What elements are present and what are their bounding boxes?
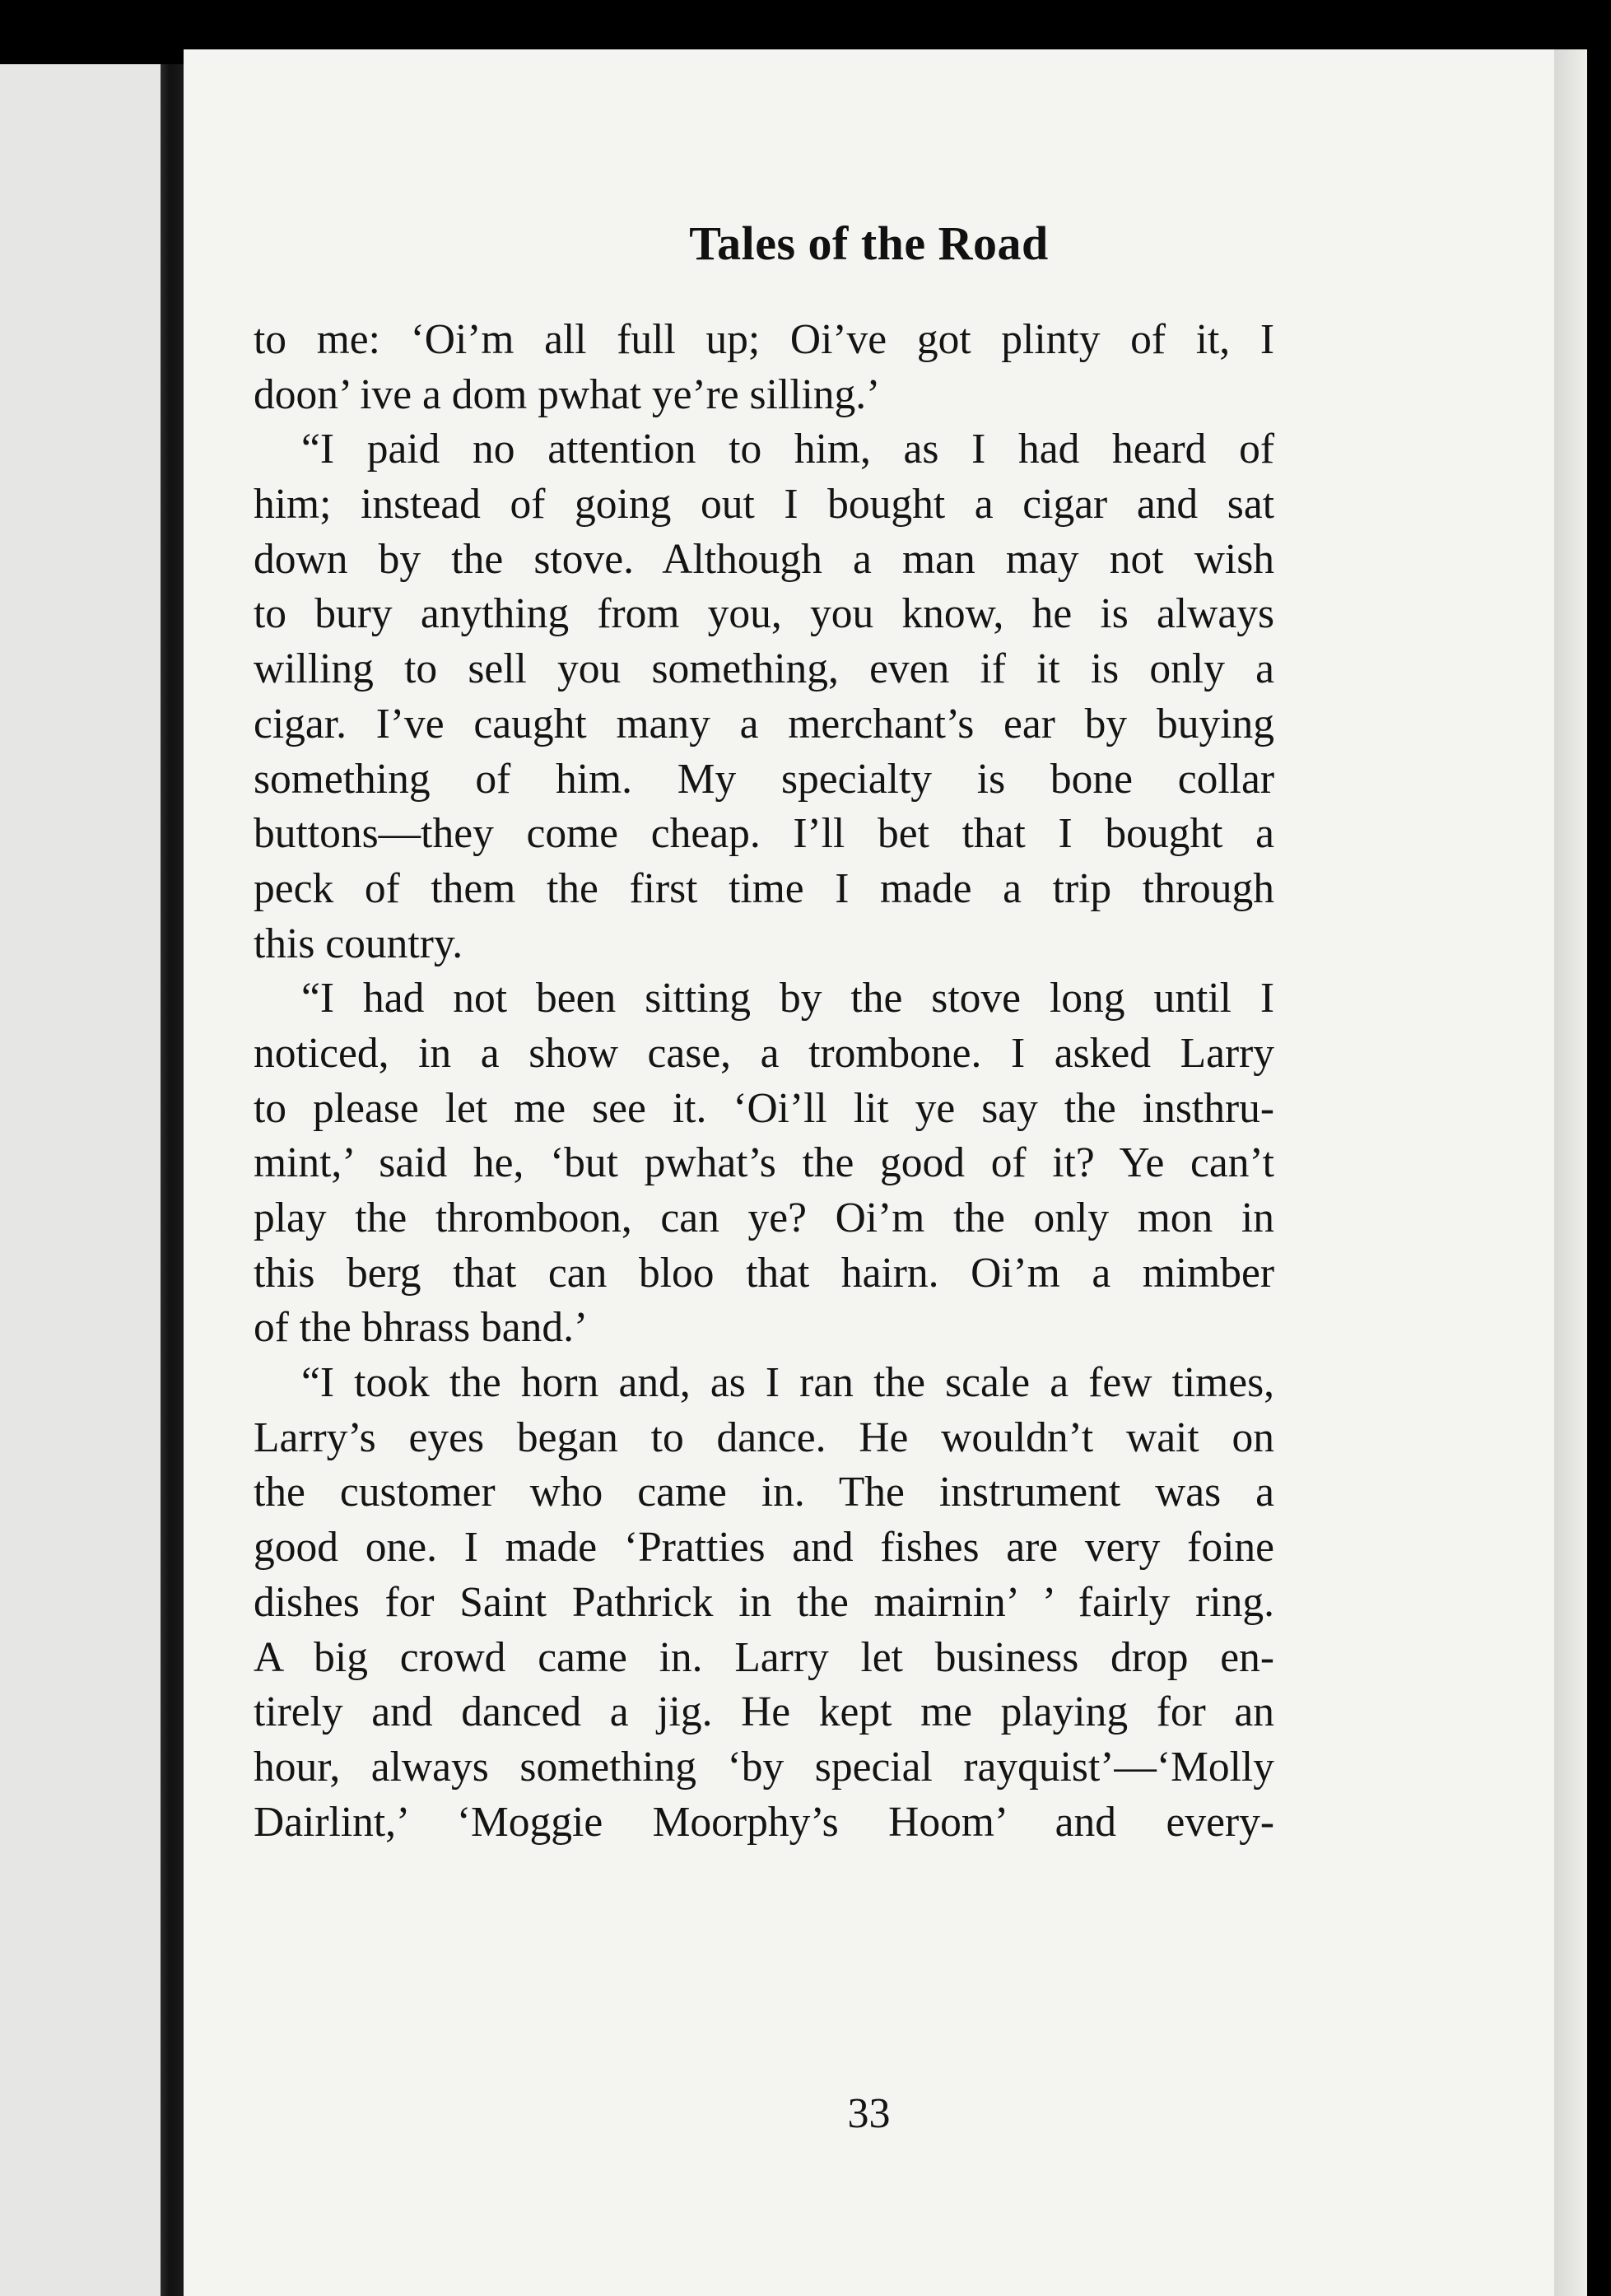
text-line: tirely and danced a jig. He kept me playing for an xyxy=(254,1688,1274,1736)
text-line: Larry’s eyes began to dance. He wouldn’t wait on xyxy=(254,1413,1274,1461)
page-number: 33 xyxy=(847,2090,891,2137)
text-line: this country. xyxy=(254,920,463,967)
text-line: dishes for Saint Pathrick in the mairnin’ ’ fairly ring. xyxy=(254,1578,1274,1626)
left-facing-page-edge xyxy=(0,64,161,2296)
text-line: mint,’ said he, ‘but pwhat’s the good of it? Ye can’t xyxy=(254,1139,1274,1187)
text-line: “I paid no attention to him, as I had heard of xyxy=(301,426,1274,473)
text-line: buttons—they come cheap. I’ll bet that I bought a xyxy=(254,810,1274,858)
text-line: the customer who came in. The instrument was a xyxy=(254,1469,1274,1516)
text-line: play the thromboon, can ye? Oi’m the only mon in xyxy=(254,1195,1274,1241)
text-line: good one. I made ‘Pratties and fishes are very foine xyxy=(254,1524,1274,1572)
body-text xyxy=(254,313,1274,1850)
page-right-edge xyxy=(1554,49,1587,2296)
text-line: to me: ‘Oi’m all full up; Oi’ve got plinty of it, I xyxy=(254,316,1274,363)
text-line: to bury anything from you, you know, he is always xyxy=(254,590,1274,638)
text-line: to please let me see it. ‘Oi’ll lit ye say the insthru- xyxy=(254,1084,1274,1132)
text-line: doon’ ive a dom pwhat ye’re silling.’ xyxy=(254,370,881,418)
text-line: A big crowd came in. Larry let business drop en- xyxy=(254,1633,1274,1681)
text-line: cigar. I’ve caught many a merchant’s ear by buying xyxy=(254,700,1274,747)
text-line: something of him. My specialty is bone collar xyxy=(254,755,1274,803)
book-spine-shadow xyxy=(161,64,184,2296)
text-line: peck of them the first time I made a trip through xyxy=(254,864,1274,912)
text-line: noticed, in a show case, a trombone. I asked Larry xyxy=(254,1029,1274,1077)
text-line: “I had not been sitting by the stove long until I xyxy=(301,975,1274,1022)
text-line: him; instead of going out I bought a cigar and sat xyxy=(254,481,1274,529)
text-line: Dairlint,’ ‘Moggie Moorphy’s Hoom’ and every- xyxy=(254,1798,1274,1846)
text-line: down by the stove. Although a man may not wish xyxy=(254,535,1274,583)
text-line: willing to sell you something, even if it is only a xyxy=(254,645,1274,693)
text-line: hour, always something ‘by special rayquist’—‘Molly xyxy=(254,1743,1274,1791)
text-line: this berg that can bloo that hairn. Oi’m a mimber xyxy=(254,1249,1274,1297)
text-line: “I took the horn and, as I ran the scale a few times, xyxy=(301,1359,1274,1407)
text-line: of the bhrass band.’ xyxy=(254,1304,589,1352)
running-head: Tales of the Road xyxy=(689,217,1049,270)
